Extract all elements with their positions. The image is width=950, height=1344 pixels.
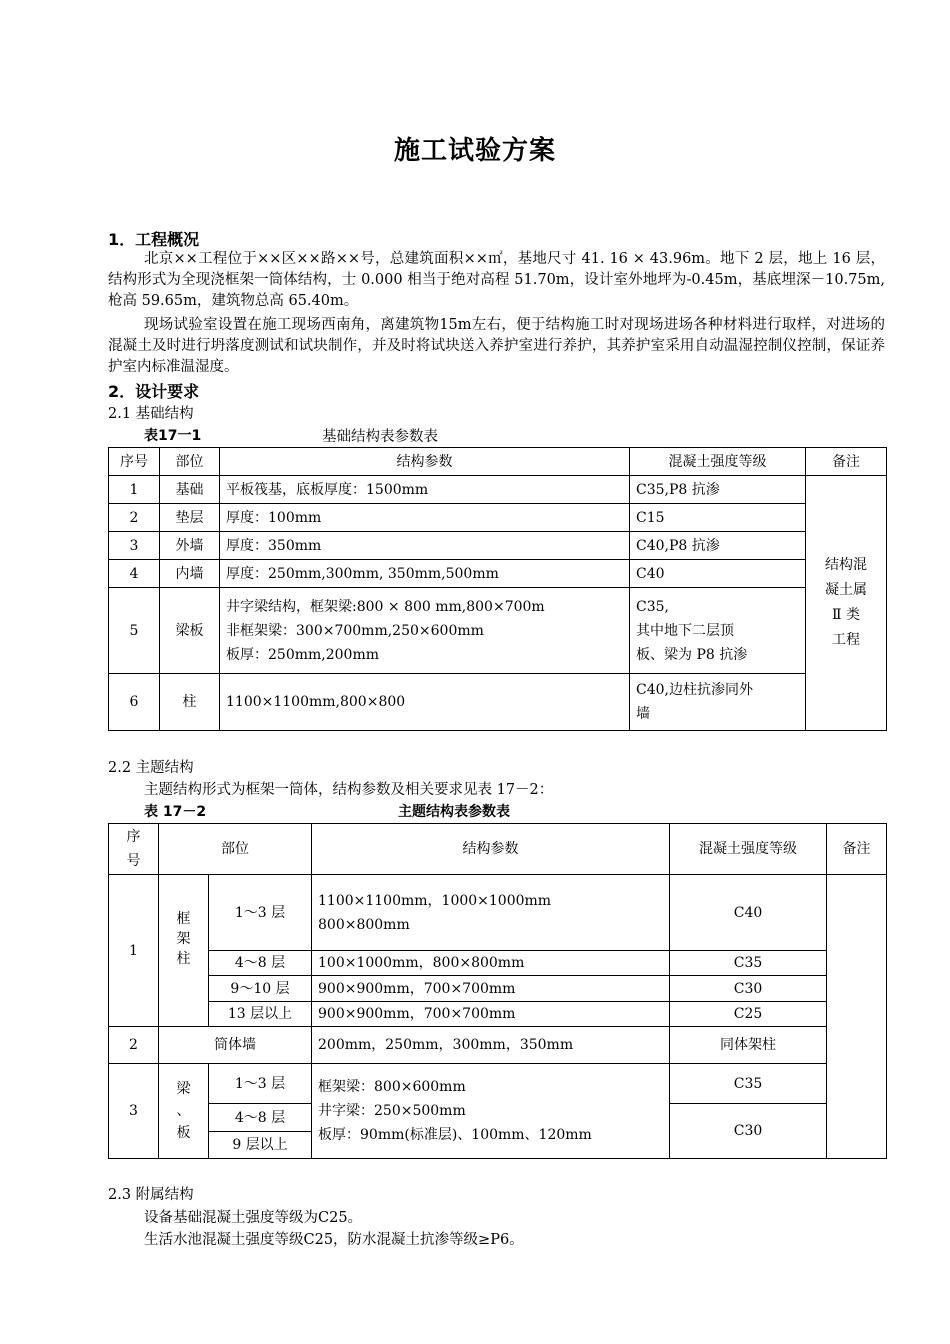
remark-line: 工程 <box>832 632 860 648</box>
group-3-name-char: 板 <box>176 1124 191 1141</box>
row-param: 900×900mm，700×700mm <box>312 1002 670 1027</box>
table-1 <box>108 447 887 731</box>
group-2-param: 200mm，250mm，300mm，350mm <box>312 1027 670 1064</box>
param-line: 板厚：250mm,200mm <box>226 646 379 663</box>
table-1-remark <box>806 476 887 731</box>
table-1-title: 基础结构表参数表 <box>322 429 438 445</box>
table-1-header-row <box>109 448 887 476</box>
row-part: 柱 <box>160 674 220 731</box>
row-grade: C30 <box>670 976 827 1002</box>
group-3-name <box>159 1064 209 1159</box>
subsection-2-3-line-2: 生活水池混凝土强度等级C25，防水混凝土抗渗等级≥P6。 <box>144 1232 524 1248</box>
table-1-header-part: 部位 <box>160 448 220 476</box>
row-grade: C25 <box>670 1002 827 1027</box>
section-1-paragraph-2: 现场试验室设置在施工现场西南角，离建筑物15m左右，便于结构施工时对现场进场各种材料进行取样，对进场的混凝土及时进行坍落度测试和试块制作，并及时将试块送入养护室进行养护，其养护室采用自动温湿控制仪控制，保证养护室内标准温湿度。 <box>108 317 885 375</box>
remark-line: Ⅱ 类 <box>832 607 860 623</box>
table-row <box>109 951 887 976</box>
group-1-name-char: 柱 <box>176 950 191 967</box>
table-row <box>109 588 887 674</box>
page-title: 施工试验方案 <box>393 136 556 166</box>
table-row <box>109 504 887 532</box>
row-param: 厚度：350mm <box>220 532 630 560</box>
table-1-label: 表17一1 <box>144 428 202 444</box>
table-2-header-grade: 混凝土强度等级 <box>670 824 827 875</box>
group-3-name-char: 梁 <box>176 1080 191 1097</box>
subsection-2-3-line-1: 设备基础混凝土强度等级为C25。 <box>144 1210 363 1226</box>
group-1-name-char: 框 <box>176 910 191 927</box>
group-1-no: 1 <box>109 875 159 1027</box>
row-floor: 9 层以上 <box>209 1132 312 1159</box>
header-no-char: 序 <box>126 829 141 845</box>
group-1-name <box>159 875 209 1027</box>
group-1-name-char: 架 <box>176 930 191 947</box>
group-2-no: 2 <box>109 1027 159 1064</box>
row-no: 4 <box>109 560 160 588</box>
table-1-header-remark: 备注 <box>806 448 887 476</box>
param-line: 板厚：90mm(标准层)、100mm、120mm <box>318 1127 592 1143</box>
table-2-label: 表 17－2 <box>144 804 207 820</box>
header-no-char: 号 <box>126 853 141 869</box>
subsection-2-2-text: 主题结构形式为框架一筒体，结构参数及相关要求见表 17－2： <box>144 782 554 798</box>
row-param: 厚度：100mm <box>220 504 630 532</box>
table-row <box>109 875 887 951</box>
row-no: 1 <box>109 476 160 504</box>
section-1-heading: 1．工程概况 <box>108 230 200 249</box>
row-no: 3 <box>109 532 160 560</box>
row-no: 2 <box>109 504 160 532</box>
grade-line: C35, <box>636 598 669 615</box>
table-row <box>109 476 887 504</box>
row-param: 100×1000mm，800×800mm <box>312 951 670 976</box>
grade-line: 其中地下二层顶 <box>636 622 734 639</box>
section-1-paragraph-1: 北京××工程位于××区××路××号，总建筑面积××㎡，基地尺寸 41. 16 × 43.96m。地下 2 层，地上 16 层，结构形式为全现浇框架一筒体结构，士 0.000 相当于绝对高程 51.70m，设计室外地坪为-0.45m，基底埋深－10.75m,枪高 59.65m，建筑物总高 65.40m。 <box>108 251 885 309</box>
row-grade <box>630 588 806 674</box>
subsection-2-1: 2.1 基础结构 <box>108 406 194 422</box>
row-floor: 4～8 层 <box>209 951 312 976</box>
group-3-param <box>312 1064 670 1159</box>
table-row <box>109 1002 887 1027</box>
row-part: 基础 <box>160 476 220 504</box>
table-row <box>109 976 887 1002</box>
param-line: 非框架梁：300×700mm,250×600mm <box>226 622 484 639</box>
group-2-grade: 同体架柱 <box>670 1027 827 1064</box>
table-row <box>109 532 887 560</box>
row-floor: 13 层以上 <box>209 1002 312 1027</box>
row-param: 900×900mm，700×700mm <box>312 976 670 1002</box>
row-param <box>312 875 670 951</box>
group-2-name: 筒体墙 <box>159 1027 312 1064</box>
table-1-header-no: 序号 <box>109 448 160 476</box>
row-grade: C40 <box>630 560 806 588</box>
row-floor: 1～3 层 <box>209 1064 312 1104</box>
grade-line: 墙 <box>636 706 650 722</box>
row-grade: C40 <box>670 875 827 951</box>
remark-line: 凝土属 <box>825 582 867 598</box>
row-part: 外墙 <box>160 532 220 560</box>
subsection-2-3: 2.3 附属结构 <box>108 1187 194 1203</box>
table-row <box>109 1064 887 1104</box>
table-2-header-param: 结构参数 <box>312 824 670 875</box>
row-part: 梁板 <box>160 588 220 674</box>
row-param: 厚度：250mm,300mm, 350mm,500mm <box>220 560 630 588</box>
remark-line: 结构混 <box>825 557 867 573</box>
row-part: 内墙 <box>160 560 220 588</box>
param-line: 800×800mm <box>318 916 410 933</box>
table-row <box>109 674 887 731</box>
row-grade: C35 <box>670 1064 827 1104</box>
row-grade: C35,P8 抗渗 <box>630 476 806 504</box>
row-floor: 9～10 层 <box>209 976 312 1002</box>
grade-line: 板、梁为 P8 抗渗 <box>636 646 748 663</box>
row-no: 5 <box>109 588 160 674</box>
section-2-heading: 2．设计要求 <box>108 382 200 401</box>
table-row <box>109 560 887 588</box>
row-grade: C15 <box>630 504 806 532</box>
table-2-header-row <box>109 824 887 875</box>
param-line: 1100×1100mm，1000×1000mm <box>318 892 552 909</box>
param-line: 井字梁：250×500mm <box>318 1103 466 1119</box>
row-grade: C30 <box>670 1104 827 1159</box>
row-grade: C40,P8 抗渗 <box>630 532 806 560</box>
row-floor: 4～8 层 <box>209 1104 312 1132</box>
row-param: 1100×1100mm,800×800 <box>220 674 630 731</box>
row-part: 垫层 <box>160 504 220 532</box>
table-1-header-param: 结构参数 <box>220 448 630 476</box>
table-2-remark <box>827 875 887 1159</box>
grade-line: C40,边柱抗渗同外 <box>636 682 753 698</box>
row-param: 平板筏基，底板厚度：1500mm <box>220 476 630 504</box>
row-grade: C35 <box>670 951 827 976</box>
table-2 <box>108 823 887 1159</box>
row-grade <box>630 674 806 731</box>
row-param <box>220 588 630 674</box>
table-2-title: 主题结构表参数表 <box>398 804 510 820</box>
param-line: 框架梁：800×600mm <box>318 1079 466 1095</box>
subsection-2-2: 2.2 主题结构 <box>108 760 194 776</box>
table-2-header-no <box>109 824 159 875</box>
table-2-header-remark: 备注 <box>827 824 887 875</box>
row-floor: 1～3 层 <box>209 875 312 951</box>
table-2-header-part: 部位 <box>159 824 312 875</box>
group-3-name-char: 、 <box>176 1102 191 1119</box>
table-row <box>109 1027 887 1064</box>
param-line: 井字梁结构，框架梁:800 × 800 mm,800×700m <box>226 598 545 615</box>
row-no: 6 <box>109 674 160 731</box>
table-1-header-grade: 混凝土强度等级 <box>630 448 806 476</box>
group-3-no: 3 <box>109 1064 159 1159</box>
